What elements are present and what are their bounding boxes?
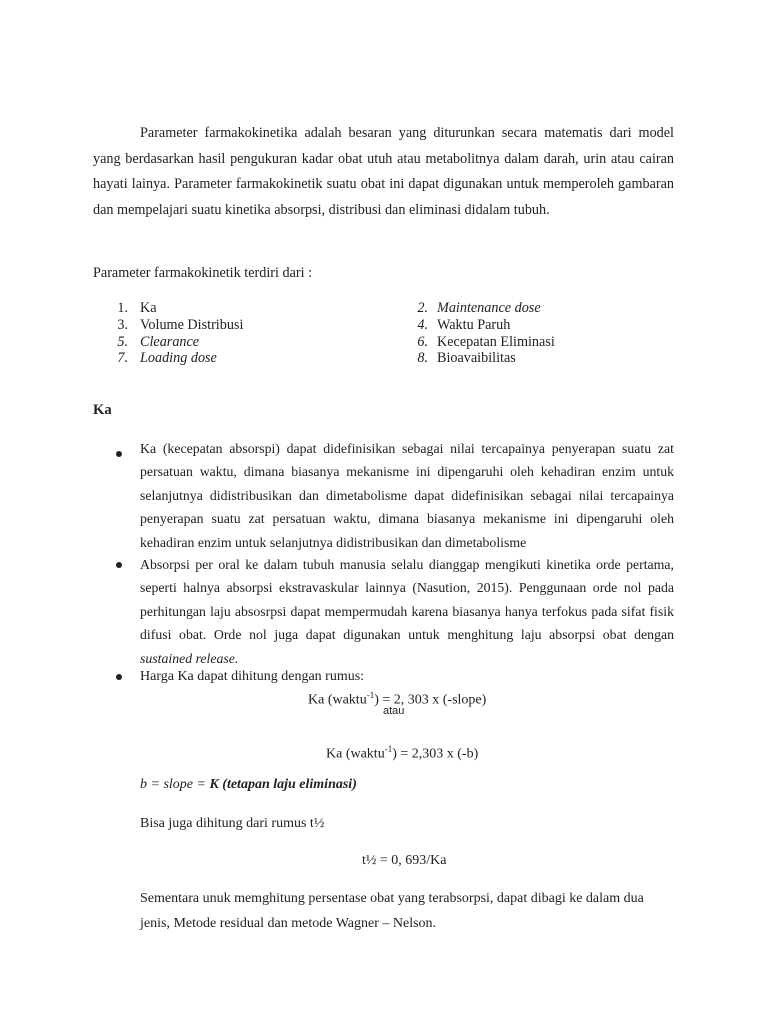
halflife-intro: Bisa juga dihitung dari rumus t½ (140, 816, 325, 831)
bullet-icon (116, 674, 122, 680)
document-page: Parameter farmakokinetika adalah besaran yang diturunkan secara matematis dari model yang berdasarkan hasil pengukuran kadar obat utuh atau metabolitnya dalam darah, urin atau cairan hayati lainya. Parameter farmakokinetik suatu obat ini dapat digunakan untuk memperoleh gambaran dan mempelajari suatu kinetika absorpsi, distribusi dan eliminasi didalam tubuh. Parameter farmakokinetik terdiri dari : 1. Ka 2. Maintenance dose 3. Volume Distribusi 4. Waktu Paruh 5. Clearance 6. Kecepatan Eliminasi 7. Loading dose 8. Bioavaibilitas Ka Ka (kecepatan absorspi) dapat didefinisikan sebagai nilai tercapainya penyerapan suatu zat persatuan waktu, dimana biasanya mekanisme ini dipengaruhi oleh kehadiran enzim untuk selanjutnya didistribusikan dan dimetabolisme dapat didefinisikan sebagai nilai tercapainya penyerapan suatu zat persatuan waktu, dimana biasanya mekanisme ini dipengaruhi oleh kehadiran enzim untuk selanjutnya didistribusikan dan dimetabolisme Absorpsi per oral ke dalam tubuh manusia selalu dianggap mengikuti kinetika orde pertama, seperti halnya absorpsi ekstravaskular lainnya (Nasution, 2015). Penggunaan orde nol pada perhitungan laju absosrpsi dapat mempermudah karena biasanya hanya terfokus pada sifat fisik difusi obat. Orde nol juga dapat digunakan untuk menghitung laju absorpsi obat dengan sustained release. Harga Ka dapat dihitung dengan rumus: Ka (waktu$^{-1}$) = 2, 303 x (-slope) atau Ka (waktu$^{-1}$) = 2,303 x (-b) b = slope = K (tetapan laju eliminasi) Bisa juga dihitung dari rumus t½ t½ = 0, 693/Ka Sementara unuk memghitung persentase obat yang terabsorpsi, dapat dibagi ke dalam dua jenis, Metode residual dan metode Wagner – Nelson. (0, 0, 768, 1024)
formula-ka-b: Ka (waktu$^{-1}$) = 2,303 x (-b) (326, 744, 479, 762)
list-intro: Parameter farmakokinetik terdiri dari : (93, 265, 313, 281)
bullet-icon (116, 562, 122, 568)
bullet-paragraph-2: Absorpsi per oral ke dalam tubuh manusia selalu dianggap mengikuti kinetika orde pertama, seperti halnya absorpsi ekstravaskular lainnya (Nasution, 2015). Penggunaan orde nol pada perhitungan laju absosrpsi dapat mempermudah karena biasanya hanya terfokus pada sifat fisik difusi obat. Orde nol juga dapat digunakan untuk menghitung laju absorpsi obat dengan sustained release. (140, 557, 674, 666)
formula-ka-slope: Ka (waktu$^{-1}$) = 2, 303 x (-slope) (308, 690, 487, 708)
bullet-icon (116, 451, 122, 457)
section-heading: Ka (93, 402, 112, 418)
halflife-formula: t½ = 0, 693/Ka (362, 853, 447, 868)
slope-definition: b = slope = K (tetapan laju eliminasi) (140, 777, 357, 792)
closing-paragraph: Sementara unuk memghitung persentase obat yang terabsorpsi, dapat dibagi ke dalam dua jenis, Metode residual dan metode Wagner – Nelson. (140, 891, 644, 931)
atau-label: atau (383, 705, 405, 717)
bullet-paragraph-3: Harga Ka dapat dihitung dengan rumus: (140, 669, 365, 684)
intro-paragraph: Parameter farmakokinetika adalah besaran yang diturunkan secara matematis dari model yang berdasarkan hasil pengukuran kadar obat utuh atau metabolitnya dalam darah, urin atau cairan hayati lainya. Parameter farmakokinetik suatu obat ini dapat digunakan untuk memperoleh gambaran dan mempelajari suatu kinetika absorpsi, distribusi dan eliminasi didalam tubuh. (93, 125, 674, 218)
bullet-paragraph-1: Ka (kecepatan absorspi) dapat didefinisikan sebagai nilai tercapainya penyerapan suatu zat persatuan waktu, dimana biasanya mekanisme ini dipengaruhi oleh kehadiran enzim untuk selanjutnya didistribusikan dan dimetabolisme dapat didefinisikan sebagai nilai tercapainya penyerapan suatu zat persatuan waktu, dimana biasanya mekanisme ini dipengaruhi oleh kehadiran enzim untuk selanjutnya didistribusikan dan dimetabolisme (140, 441, 674, 550)
